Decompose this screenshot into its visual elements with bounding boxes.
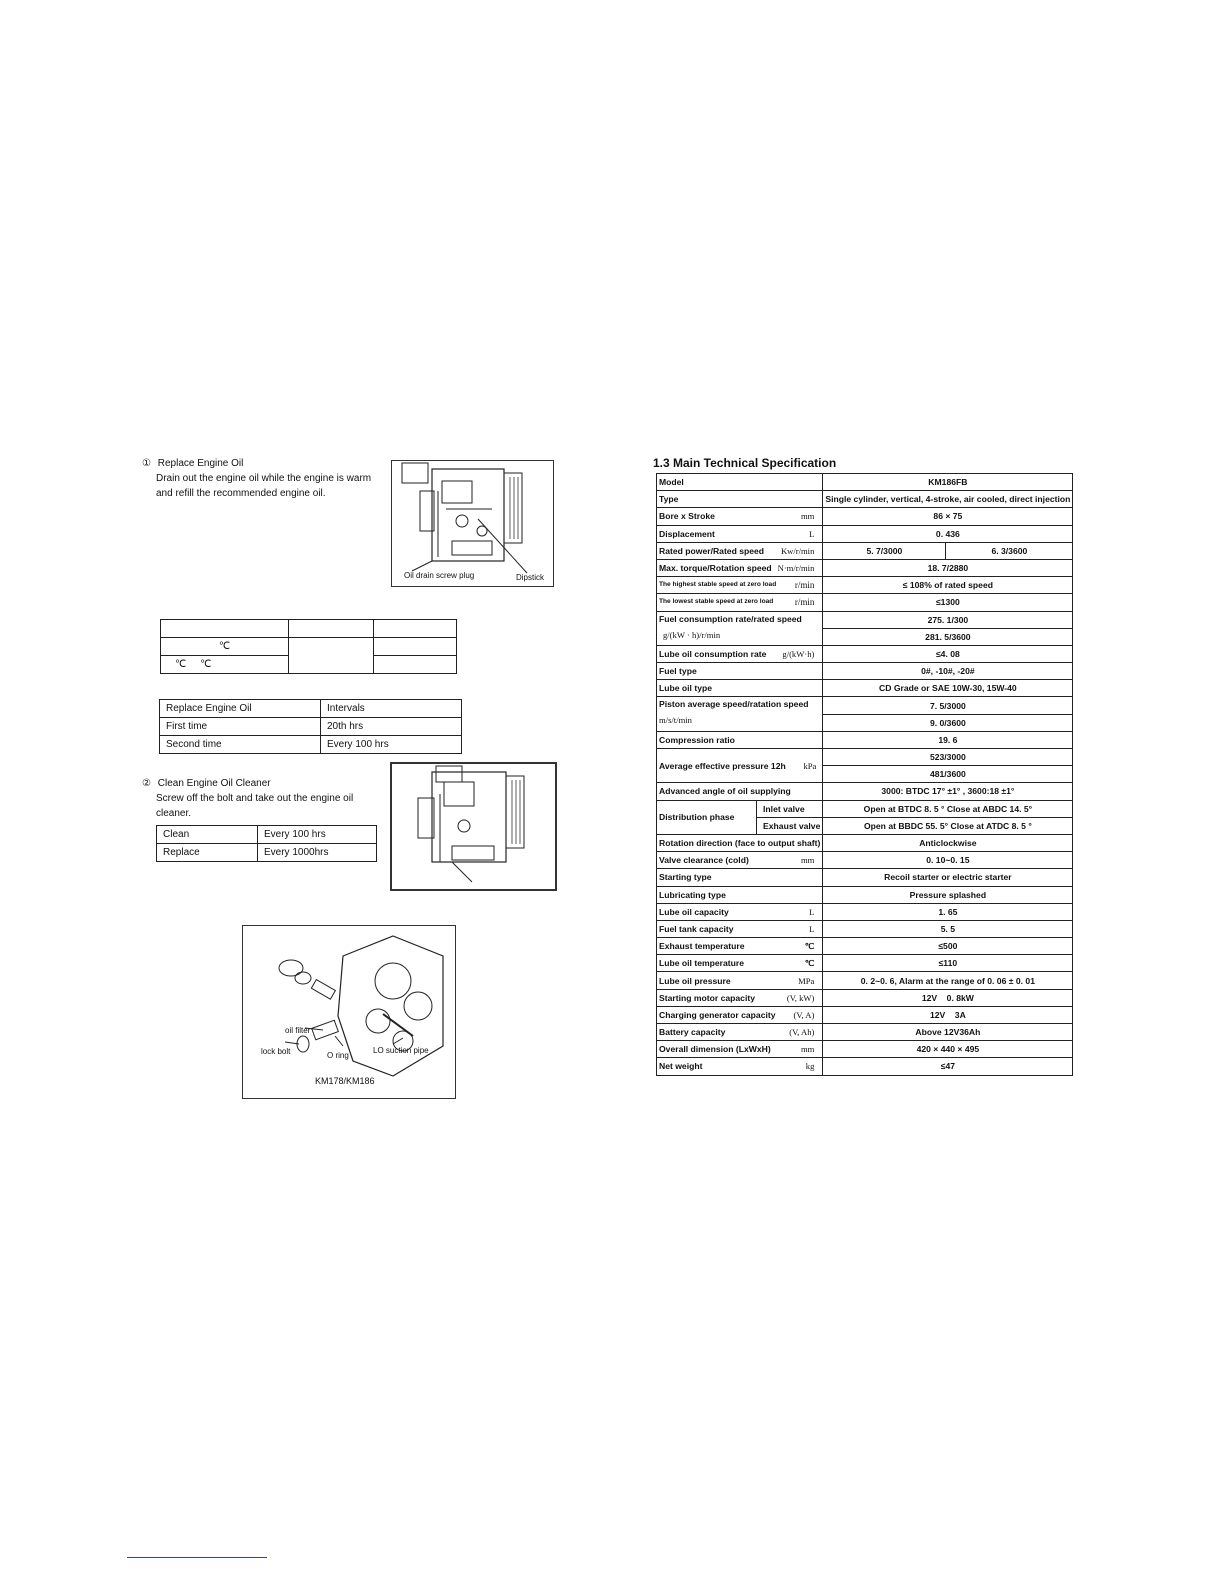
spec-label: Rotation direction (face to output shaft) bbox=[657, 834, 823, 851]
spec-value: ≤4. 08 bbox=[823, 645, 1073, 662]
spec-label: Lube oil capacity bbox=[659, 906, 729, 917]
spec-unit: kPa bbox=[803, 760, 817, 771]
table-row bbox=[657, 1006, 1073, 1023]
spec-unit: (V, A) bbox=[793, 1009, 815, 1020]
spec-label: Net weight bbox=[659, 1061, 703, 1072]
table-row bbox=[657, 663, 1073, 680]
table-row bbox=[657, 955, 1073, 972]
spec-label: Fuel consumption rate/rated speed bbox=[659, 613, 802, 624]
spec-unit: kg bbox=[805, 1061, 815, 1072]
spec-value: 19. 6 bbox=[823, 731, 1073, 748]
interval-cell: Second time bbox=[160, 736, 321, 754]
table-row bbox=[657, 989, 1073, 1006]
engine-oil-drain-figure bbox=[391, 460, 554, 587]
interval-header-2: Intervals bbox=[321, 700, 462, 718]
model-caption: KM178/KM186 bbox=[315, 1076, 375, 1086]
spec-value: 1. 65 bbox=[823, 903, 1073, 920]
spec-value: ≤110 bbox=[823, 955, 1073, 972]
clean-cleaner-body-line2: cleaner. bbox=[156, 808, 192, 819]
spec-unit: mm bbox=[801, 1044, 815, 1055]
table-row bbox=[161, 620, 457, 638]
spec-label: Overall dimension (LxWxH) bbox=[659, 1044, 771, 1055]
spec-unit: L bbox=[809, 923, 815, 934]
spec-label: Type bbox=[657, 491, 823, 508]
lock-bolt-label: lock bolt bbox=[261, 1047, 291, 1056]
spec-unit: mm bbox=[801, 855, 815, 866]
oil-filter-label: oil filter bbox=[285, 1026, 311, 1035]
oil-drain-plug-label: Oil drain screw plug bbox=[404, 571, 475, 580]
interval-cell: Every 100 hrs bbox=[321, 736, 462, 754]
spec-value: Anticlockwise bbox=[823, 834, 1073, 851]
table-row bbox=[657, 1041, 1073, 1058]
spec-value: 420 × 440 × 495 bbox=[823, 1041, 1073, 1058]
spec-value: 481/3600 bbox=[823, 766, 1073, 783]
table-row bbox=[657, 886, 1073, 903]
spec-value: 0. 10~0. 15 bbox=[823, 852, 1073, 869]
spec-value: 281. 5/3600 bbox=[823, 628, 1073, 645]
table-row bbox=[657, 938, 1073, 955]
cleaner-interval-table bbox=[156, 825, 377, 862]
spec-unit: m/s/t/min bbox=[659, 715, 692, 726]
spec-unit: (V, Ah) bbox=[789, 1027, 815, 1038]
spec-value: 275. 1/300 bbox=[823, 611, 1073, 628]
spec-label: Lube oil type bbox=[657, 680, 823, 697]
spec-label: Lube oil consumption rate bbox=[659, 648, 767, 659]
spec-value: Recoil starter or electric starter bbox=[823, 869, 1073, 886]
spec-unit: L bbox=[809, 528, 815, 539]
spec-value: 0. 2~0. 6, Alarm at the range of 0. 06 ± 0. 01 bbox=[823, 972, 1073, 989]
spec-value: Open at BBDC 55. 5° Close at ATDC 8. 5 ° bbox=[823, 817, 1073, 834]
spec-value: 7. 5/3000 bbox=[823, 697, 1073, 714]
step-two-marker: ② bbox=[142, 778, 151, 789]
oil-temperature-table bbox=[160, 619, 457, 674]
replace-oil-heading bbox=[142, 456, 243, 471]
interval-cell: First time bbox=[160, 718, 321, 736]
spec-value: 12V 0. 8kW bbox=[823, 989, 1073, 1006]
clean-cleaner-body bbox=[156, 791, 353, 821]
spec-unit: g/(kW·h) bbox=[782, 648, 815, 659]
spec-unit: N·m/r/min bbox=[777, 563, 815, 574]
spec-value: ≤1300 bbox=[823, 594, 1073, 611]
table-row bbox=[160, 700, 462, 718]
cleaner-cell: Clean bbox=[157, 826, 258, 844]
table-row bbox=[160, 718, 462, 736]
spec-label: Compression ratio bbox=[657, 731, 823, 748]
spec-label: Lube oil pressure bbox=[659, 975, 731, 986]
crankcase-drawing bbox=[243, 926, 455, 1098]
spec-unit: (V, kW) bbox=[786, 992, 815, 1003]
step-one-marker: ① bbox=[142, 458, 151, 469]
table-row bbox=[657, 783, 1073, 800]
table-row bbox=[657, 697, 1073, 714]
spec-label: Starting type bbox=[657, 869, 823, 886]
spec-unit: L bbox=[809, 906, 815, 917]
spec-value: 3000: BTDC 17° ±1° , 3600:18 ±1° bbox=[823, 783, 1073, 800]
table-row bbox=[657, 800, 1073, 817]
oil-interval-table bbox=[159, 699, 462, 754]
table-row bbox=[657, 577, 1073, 594]
table-row bbox=[657, 680, 1073, 697]
spec-value: CD Grade or SAE 10W-30, 15W-40 bbox=[823, 680, 1073, 697]
spec-label: Valve clearance (cold) bbox=[659, 855, 749, 866]
spec-value: ≤500 bbox=[823, 938, 1073, 955]
spec-value: 18. 7/2880 bbox=[823, 559, 1073, 576]
table-row bbox=[657, 1058, 1073, 1075]
engine-drawing bbox=[392, 764, 555, 889]
spec-label: Max. torque/Rotation speed bbox=[659, 563, 772, 574]
replace-oil-title: Replace Engine Oil bbox=[157, 458, 244, 469]
temp-cell: ℃ bbox=[161, 638, 289, 656]
spec-value: ≤ 108% of rated speed bbox=[823, 577, 1073, 594]
temp-range-cell: ℃ ℃ bbox=[161, 656, 289, 674]
spec-label: Piston average speed/ratation speed bbox=[659, 699, 809, 710]
table-row bbox=[657, 594, 1073, 611]
table-row bbox=[657, 749, 1073, 766]
engine-drawing bbox=[392, 461, 553, 586]
spec-value: Open at BTDC 8. 5 ° Close at ABDC 14. 5° bbox=[823, 800, 1073, 817]
table-row bbox=[657, 559, 1073, 576]
table-row bbox=[657, 852, 1073, 869]
spec-label: Model bbox=[657, 474, 823, 491]
interval-cell: 20th hrs bbox=[321, 718, 462, 736]
spec-label: Displacement bbox=[659, 528, 715, 539]
spec-label: Fuel type bbox=[657, 663, 823, 680]
spec-value: Above 12V36Ah bbox=[823, 1024, 1073, 1041]
table-row bbox=[657, 834, 1073, 851]
spec-value: 12V 3A bbox=[823, 1006, 1073, 1023]
replace-oil-body bbox=[156, 471, 371, 501]
spec-label: The lowest stable speed at zero load bbox=[659, 598, 774, 606]
spec-label: Bore x Stroke bbox=[659, 511, 715, 522]
spec-label: Lubricating type bbox=[657, 886, 823, 903]
spec-value: 86 × 75 bbox=[823, 508, 1073, 525]
table-row bbox=[657, 645, 1073, 662]
technical-spec-table bbox=[656, 473, 1073, 1076]
lo-suction-pipe-label: LO suction pipe bbox=[373, 1046, 429, 1055]
spec-unit: r/min bbox=[794, 580, 815, 591]
spec-value: Single cylinder, vertical, 4-stroke, air cooled, direct injection bbox=[823, 491, 1073, 508]
table-row bbox=[157, 826, 377, 844]
spec-value: 0#, -10#, -20# bbox=[823, 663, 1073, 680]
table-row bbox=[161, 638, 457, 656]
footnote-separator bbox=[127, 1557, 267, 1558]
spec-label: Starting motor capacity bbox=[659, 992, 755, 1003]
spec-label: Fuel tank capacity bbox=[659, 923, 734, 934]
spec-value: Pressure splashed bbox=[823, 886, 1073, 903]
spec-label: Exhaust valve bbox=[757, 817, 823, 834]
spec-value: 5. 5 bbox=[823, 920, 1073, 937]
table-row bbox=[160, 736, 462, 754]
spec-value: 5. 7/3000 bbox=[823, 542, 946, 559]
clean-cleaner-body-line1: Screw off the bolt and take out the engine oil bbox=[156, 793, 354, 804]
spec-value: 9. 0/3600 bbox=[823, 714, 1073, 731]
cleaner-cell: Replace bbox=[157, 844, 258, 862]
spec-unit: MPa bbox=[798, 975, 815, 986]
spec-title: 1.3 Main Technical Specification bbox=[653, 456, 837, 470]
spec-value: 523/3000 bbox=[823, 749, 1073, 766]
spec-label: Exhaust temperature bbox=[659, 941, 745, 952]
table-row bbox=[657, 508, 1073, 525]
clean-cleaner-heading bbox=[142, 776, 271, 791]
o-ring-label: O ring bbox=[327, 1051, 349, 1060]
table-row bbox=[157, 844, 377, 862]
dipstick-label: Dipstick bbox=[516, 573, 545, 582]
table-row bbox=[657, 972, 1073, 989]
oil-filter-exploded-figure bbox=[242, 925, 456, 1099]
spec-unit: ℃ bbox=[804, 958, 815, 969]
table-row bbox=[657, 491, 1073, 508]
spec-value: 6. 3/3600 bbox=[946, 542, 1073, 559]
spec-label: The highest stable speed at zero load bbox=[659, 581, 777, 589]
spec-value: KM186FB bbox=[823, 474, 1073, 491]
table-row bbox=[657, 903, 1073, 920]
table-row bbox=[657, 525, 1073, 542]
cleaner-cell: Every 1000hrs bbox=[258, 844, 377, 862]
table-row bbox=[657, 731, 1073, 748]
spec-label: Battery capacity bbox=[659, 1027, 726, 1038]
spec-label: Average effective pressure 12h bbox=[659, 760, 786, 771]
spec-label: Inlet valve bbox=[757, 800, 823, 817]
cleaner-cell: Every 100 hrs bbox=[258, 826, 377, 844]
clean-cleaner-title: Clean Engine Oil Cleaner bbox=[157, 778, 271, 789]
spec-label: Rated power/Rated speed bbox=[659, 545, 765, 556]
spec-unit: r/min bbox=[794, 597, 815, 608]
spec-value: ≤47 bbox=[823, 1058, 1073, 1075]
table-row bbox=[657, 1024, 1073, 1041]
spec-value: 0. 436 bbox=[823, 525, 1073, 542]
replace-oil-body-line2: and refill the recommended engine oil. bbox=[156, 488, 326, 499]
spec-label: Distribution phase bbox=[657, 800, 757, 834]
spec-label: Lube oil temperature bbox=[659, 958, 744, 969]
table-row bbox=[657, 869, 1073, 886]
spec-unit: ℃ bbox=[804, 941, 815, 952]
table-row bbox=[657, 542, 1073, 559]
table-row bbox=[657, 474, 1073, 491]
spec-label: Advanced angle of oil supplying bbox=[657, 783, 823, 800]
table-row bbox=[657, 611, 1073, 628]
interval-header-1: Replace Engine Oil bbox=[160, 700, 321, 718]
table-row bbox=[657, 920, 1073, 937]
spec-unit: g/(kW · h)/r/min bbox=[663, 629, 721, 640]
engine-oil-cleaner-figure bbox=[390, 762, 557, 891]
spec-unit: mm bbox=[801, 511, 815, 522]
spec-label: Charging generator capacity bbox=[659, 1009, 776, 1020]
replace-oil-body-line1: Drain out the engine oil while the engine is warm bbox=[156, 473, 372, 484]
spec-unit: Kw/r/min bbox=[780, 545, 815, 556]
